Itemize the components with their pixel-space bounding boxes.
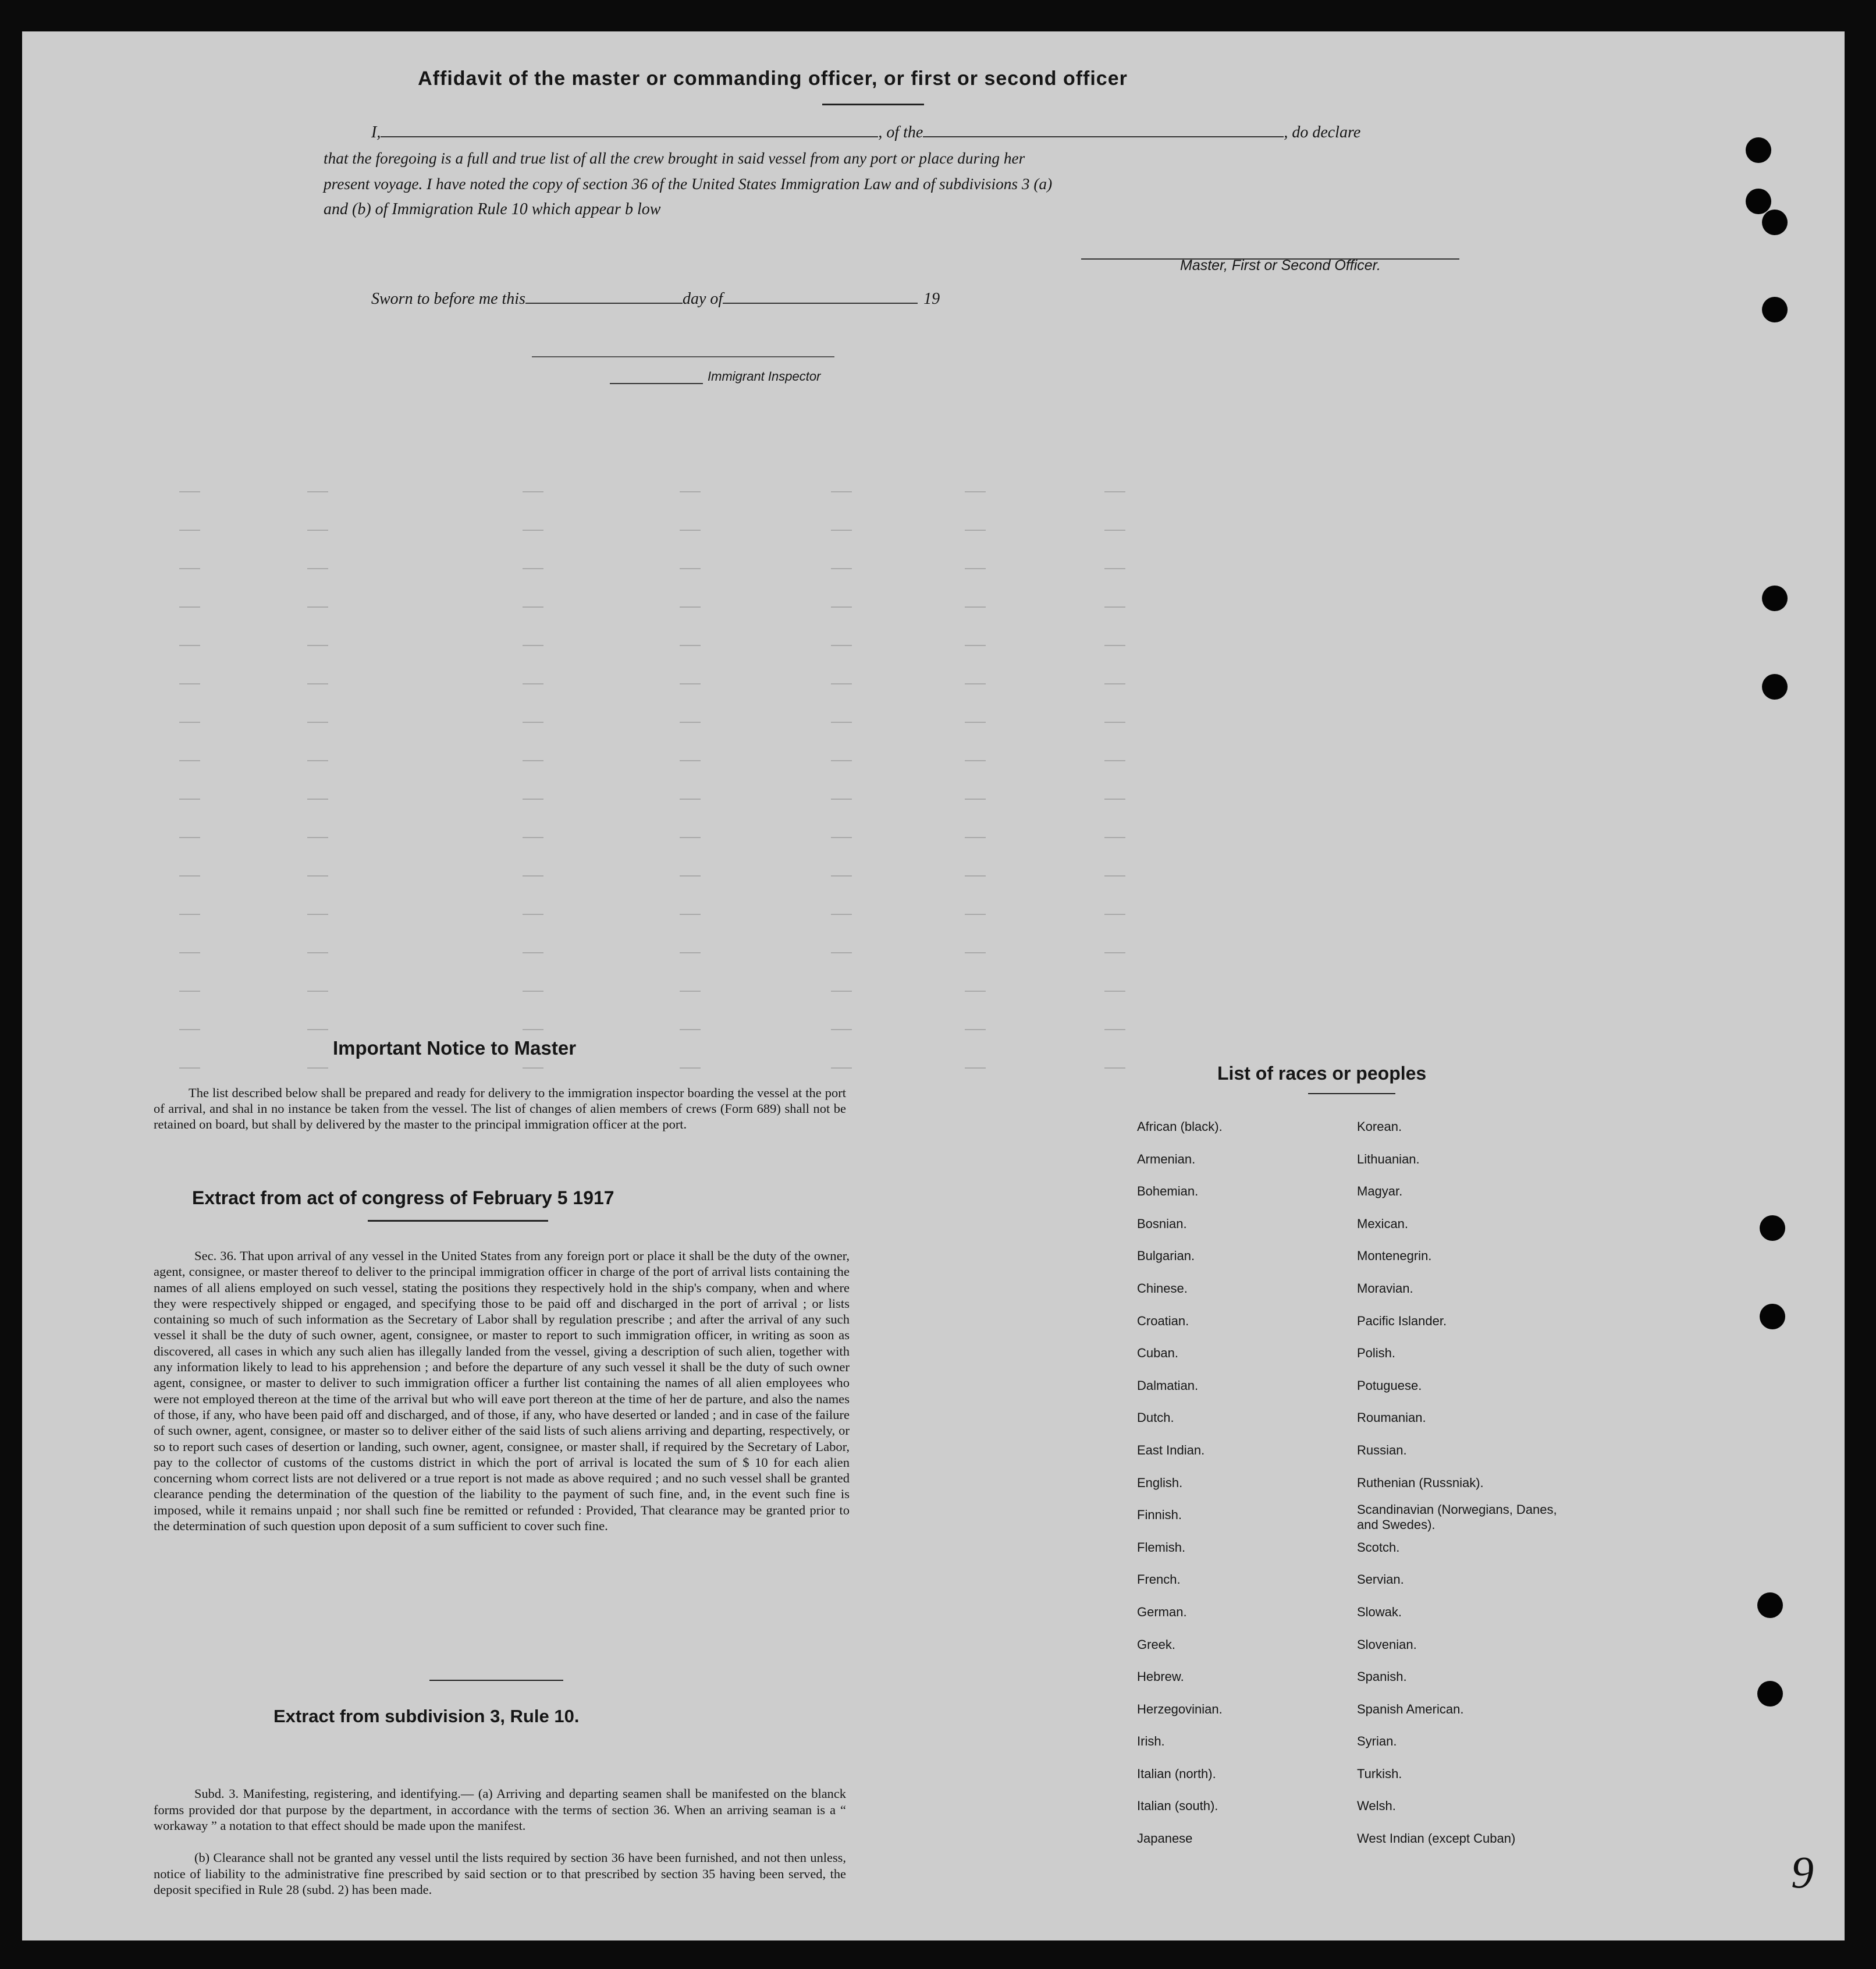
bleed-through-mark xyxy=(680,530,701,531)
bleed-through-mark xyxy=(680,1067,701,1069)
race-item: East Indian. xyxy=(1137,1442,1205,1457)
punch-hole xyxy=(1762,297,1788,322)
race-item: Cuban. xyxy=(1137,1346,1178,1361)
notice-text: The list described below shall be prepared and ready for delivery to the immigration inspector boarding the vessel at the port of arrival, and shal in no instance be taken from the vessel. The list of changes of alien members of crews (Form 689) shall not be retained on board, but shall by delivered by the master to the principal immigration officer at the port. xyxy=(154,1085,846,1131)
race-item: Moravian. xyxy=(1357,1280,1413,1296)
bleed-through-mark xyxy=(179,952,200,953)
race-item: French. xyxy=(1137,1572,1181,1587)
bleed-through-mark xyxy=(831,799,852,800)
bleed-through-mark xyxy=(307,491,328,492)
bleed-through-mark xyxy=(179,1067,200,1069)
bleed-through-mark xyxy=(179,760,200,761)
bleed-through-mark xyxy=(680,568,701,569)
race-item: Hebrew. xyxy=(1137,1669,1184,1684)
race-item: Bulgarian. xyxy=(1137,1248,1195,1264)
race-item: Korean. xyxy=(1357,1119,1402,1134)
bleed-through-mark xyxy=(523,837,543,838)
bleed-through-mark xyxy=(1104,645,1125,646)
races-right-column xyxy=(1357,1111,1566,1855)
bleed-through-mark xyxy=(1104,530,1125,531)
bleed-through-mark xyxy=(523,568,543,569)
race-item: Chinese. xyxy=(1137,1280,1188,1296)
day-blank[interactable] xyxy=(525,303,683,304)
title-underline xyxy=(822,104,924,105)
i-label: I, xyxy=(371,123,381,141)
bleed-through-mark xyxy=(831,914,852,915)
bleed-through-mark xyxy=(307,606,328,608)
bleed-through-mark xyxy=(307,837,328,838)
bleed-through-mark xyxy=(1104,568,1125,569)
bleed-through-mark xyxy=(179,1029,200,1030)
bleed-through-mark xyxy=(523,799,543,800)
bleed-through-mark xyxy=(307,568,328,569)
bleed-through-mark xyxy=(307,760,328,761)
punch-hole xyxy=(1746,137,1771,163)
bleed-through-mark xyxy=(179,991,200,992)
race-item: Magyar. xyxy=(1357,1184,1403,1199)
bleed-through-mark xyxy=(831,683,852,684)
race-item: Dalmatian. xyxy=(1137,1378,1199,1393)
bleed-through-mark xyxy=(523,683,543,684)
bleed-through-mark xyxy=(680,799,701,800)
bleed-through-mark xyxy=(523,952,543,953)
race-item: Spanish. xyxy=(1357,1669,1407,1684)
race-item: Japanese xyxy=(1137,1831,1193,1846)
bleed-through-mark xyxy=(179,568,200,569)
bleed-through-mark xyxy=(179,799,200,800)
bleed-through-mark xyxy=(523,606,543,608)
punch-hole xyxy=(1746,189,1771,214)
page-mark: 9 xyxy=(1791,1847,1814,1897)
extract-rule-title: Extract from subdivision 3, Rule 10. xyxy=(273,1706,580,1726)
race-item: Dutch. xyxy=(1137,1410,1174,1425)
race-item: Bosnian. xyxy=(1137,1216,1187,1231)
races-title: List of races or peoples xyxy=(1217,1063,1427,1084)
bleed-through-mark xyxy=(179,606,200,608)
bleed-through-mark xyxy=(831,991,852,992)
bleed-through-mark xyxy=(965,799,986,800)
bleed-through-mark xyxy=(680,645,701,646)
punch-hole xyxy=(1757,1592,1783,1618)
bleed-through-mark xyxy=(680,914,701,915)
bleed-through-mark xyxy=(307,799,328,800)
bleed-through-mark xyxy=(1104,914,1125,915)
bleed-through-mark xyxy=(523,530,543,531)
bleed-through-mark xyxy=(179,645,200,646)
bleed-through-mark xyxy=(831,875,852,877)
notice-title: Important Notice to Master xyxy=(333,1037,577,1059)
bleed-through-mark xyxy=(965,837,986,838)
sworn-label: Sworn to before me this xyxy=(371,290,525,308)
race-item: Scotch. xyxy=(1357,1539,1400,1555)
bleed-through-mark xyxy=(965,568,986,569)
punch-hole xyxy=(1762,210,1788,235)
bleed-through-mark xyxy=(965,530,986,531)
bleed-through-mark xyxy=(965,760,986,761)
race-item: Scandinavian (Norwegians, Danes, and Swedes). xyxy=(1357,1502,1557,1532)
bleed-through-mark xyxy=(523,645,543,646)
vessel-blank[interactable] xyxy=(923,136,1284,137)
bleed-through-mark xyxy=(831,722,852,723)
punch-hole xyxy=(1762,586,1788,611)
inspector-signature-line xyxy=(532,356,834,357)
bleed-through-mark xyxy=(965,952,986,953)
bleed-through-mark xyxy=(680,606,701,608)
bleed-through-mark xyxy=(680,952,701,953)
affidavit-line-3: present voyage. I have noted the copy of section 36 of the United States Immigration Law and of subdivisions 3 (a) xyxy=(324,175,1053,193)
bleed-through-mark xyxy=(523,875,543,877)
bleed-through-mark xyxy=(680,875,701,877)
bleed-through-mark xyxy=(179,837,200,838)
affidavit-line-2: that the foregoing is a full and true list of all the crew brought in said vessel from any port or place during her xyxy=(324,150,1025,167)
punch-hole xyxy=(1760,1304,1785,1329)
race-item: Ruthenian (Russniak). xyxy=(1357,1475,1484,1490)
bleed-through-mark xyxy=(831,760,852,761)
race-item: Slovenian. xyxy=(1357,1637,1417,1652)
affidavit-title: Affidavit of the master or commanding officer, or first or second officer xyxy=(418,68,1128,90)
bleed-through-mark xyxy=(831,645,852,646)
bleed-through-mark xyxy=(1104,799,1125,800)
race-item: Bohemian. xyxy=(1137,1184,1199,1199)
bleed-through-mark xyxy=(965,1029,986,1030)
bleed-through-mark xyxy=(831,837,852,838)
race-item: Lithuanian. xyxy=(1357,1151,1420,1166)
do-declare-label: , do declare xyxy=(1284,123,1361,141)
race-item: Potuguese. xyxy=(1357,1378,1422,1393)
bleed-through-mark xyxy=(1104,1067,1125,1069)
race-item: Polish. xyxy=(1357,1346,1396,1361)
of-the-label: , of the xyxy=(878,123,923,141)
punch-hole xyxy=(1757,1681,1783,1707)
race-item: Welsh. xyxy=(1357,1798,1396,1814)
year-label: 19 xyxy=(923,290,940,308)
race-item: Irish. xyxy=(1137,1734,1165,1749)
extract-act-underline xyxy=(368,1220,548,1222)
bleed-through-mark xyxy=(523,914,543,915)
bleed-through-mark xyxy=(680,722,701,723)
bleed-through-mark xyxy=(1104,991,1125,992)
bleed-through-mark xyxy=(965,606,986,608)
bleed-through-mark xyxy=(523,991,543,992)
bleed-through-mark xyxy=(179,530,200,531)
bleed-through-mark xyxy=(831,952,852,953)
race-item: Flemish. xyxy=(1137,1539,1186,1555)
inspector-label: Immigrant Inspector xyxy=(708,369,821,384)
bleed-through-mark xyxy=(965,491,986,492)
race-item: German. xyxy=(1137,1604,1187,1619)
bleed-through-mark xyxy=(680,491,701,492)
extract-act-end-rule xyxy=(429,1680,563,1681)
bleed-through-mark xyxy=(523,760,543,761)
bleed-through-mark xyxy=(523,491,543,492)
bleed-through-mark xyxy=(307,1029,328,1030)
extract-rule-text-b: (b) Clearance shall not be granted any vessel until the lists required by section 36 have been furnished, and not then unless, notice of liability to the administrative fine prescribed by said section or to that prescribed by section 35 having been served, the deposit specified in Rule 28 (subd. 2) has been made. xyxy=(154,1850,846,1897)
race-item: Finnish. xyxy=(1137,1507,1182,1523)
affidavit-line-1 xyxy=(371,120,1465,146)
bleed-through-mark xyxy=(965,914,986,915)
bleed-through-mark xyxy=(1104,837,1125,838)
bleed-through-mark xyxy=(1104,722,1125,723)
bleed-through-mark xyxy=(307,1067,328,1069)
bleed-through-mark xyxy=(1104,760,1125,761)
bleed-through-mark xyxy=(831,606,852,608)
race-item: Turkish. xyxy=(1357,1766,1402,1781)
bleed-through-mark xyxy=(965,1067,986,1069)
race-item: Servian. xyxy=(1357,1572,1404,1587)
race-item: Armenian. xyxy=(1137,1151,1196,1166)
bleed-through-mark xyxy=(965,875,986,877)
bleed-through-mark xyxy=(1104,683,1125,684)
race-item: Syrian. xyxy=(1357,1734,1397,1749)
bleed-through-mark xyxy=(523,722,543,723)
bleed-through-mark xyxy=(307,683,328,684)
punch-hole xyxy=(1760,1215,1785,1241)
signature-label: Master, First or Second Officer. xyxy=(1180,257,1381,274)
bleed-through-mark xyxy=(1104,875,1125,877)
bleed-through-mark xyxy=(307,875,328,877)
sworn-line xyxy=(371,286,940,312)
bleed-through-mark xyxy=(307,914,328,915)
bleed-through-mark xyxy=(965,645,986,646)
bleed-through-mark xyxy=(307,991,328,992)
bleed-through-mark xyxy=(680,760,701,761)
bleed-through-mark xyxy=(965,683,986,684)
bleed-through-mark xyxy=(179,875,200,877)
bleed-through-mark xyxy=(307,645,328,646)
bleed-through-mark xyxy=(179,722,200,723)
extract-rule-text-a: Subd. 3. Manifesting, registering, and identifying.— (a) Arriving and departing seamen shall be manifested on the blanck forms provided dor that purpose by the department, in accordance with the terms of section 36. When an arriving seaman is a “ workaway ” a notation to that effect should be made upon the manifest. xyxy=(154,1786,846,1833)
name-blank[interactable] xyxy=(381,136,878,137)
races-left-column xyxy=(1137,1111,1312,1855)
race-item: African (black). xyxy=(1137,1119,1223,1134)
race-item: English. xyxy=(1137,1475,1183,1490)
bleed-through-mark xyxy=(831,530,852,531)
bleed-through-mark xyxy=(523,1029,543,1030)
bleed-through-mark xyxy=(179,914,200,915)
bleed-through-mark xyxy=(179,491,200,492)
race-item: Spanish American. xyxy=(1357,1701,1464,1716)
bleed-through-mark xyxy=(965,722,986,723)
race-item: Italian (south). xyxy=(1137,1798,1218,1814)
month-blank[interactable] xyxy=(723,303,918,304)
race-item: Italian (north). xyxy=(1137,1766,1216,1781)
race-item: Herzegovinian. xyxy=(1137,1701,1223,1716)
bleed-through-mark xyxy=(1104,491,1125,492)
bleed-through-mark xyxy=(680,1029,701,1030)
race-item: Roumanian. xyxy=(1357,1410,1426,1425)
race-item: Pacific Islander. xyxy=(1357,1313,1447,1328)
bleed-through-mark xyxy=(307,530,328,531)
races-title-underline xyxy=(1308,1093,1395,1094)
race-item: Croatian. xyxy=(1137,1313,1189,1328)
race-item: Slowak. xyxy=(1357,1604,1402,1619)
race-item: Mexican. xyxy=(1357,1216,1409,1231)
bleed-through-mark xyxy=(179,683,200,684)
day-of-label: day of xyxy=(682,290,723,308)
affidavit-line-4: and (b) of Immigration Rule 10 which appear b low xyxy=(324,200,661,218)
race-item: West Indian (except Cuban) xyxy=(1357,1831,1516,1846)
extract-act-text: Sec. 36. That upon arrival of any vessel in the United States from any foreign port or place it shall be the duty of the owner, agent, consignee, or master thereof to deliver to the principal immigration officer in charge of the port of arrival lists containing the names of all aliens employed on such vessel, stating the positions they respectively hold in the ship's company, when and where they were respectively shipped or engaged, and specifying those to be paid off and discharged in the port of arrival ; or lists containing so much of such information as the Secretary of Labor shall by regulation prescribe ; and after the arrival of any such vessel it shall be the duty of such owner, agent, consignee, or master to report to such immigration officer, in writing as soon as discovered, all cases in which any such alien has illegally landed from the vessel, giving a description of such alien, together with any information likely to lead to his apprehension ; and before the departure of any such vessel it shall be the duty of such owner agent, consignee, or master to deliver to such immigration officer a further list containing the names of all alien employees who were not employed thereon at the time of the arrival but who will eave port thereon at the time of her de parture, and also the names of those, if any, who have been paid off and discharged, and of those, if any, who have deserted or landed ; and in case of the failure of such owner, agent, consignee, or master so to deliver either of the said lists of such aliens arriving and departing, respectively, or so to report such cases of desertion or landing, such owner, agent, consignee, or master shall, if required by the Secretary of Labor, pay to the collector of customs of the customs district in which the port of arrival is located the sum of $ 10 for each alien concerning whom correct lists are not delivered or a true report is not made as above required ; and no such vessel shall be granted clearance pending the determination of the question of the liability to the payment of such fine, and, in the event such fine is imposed, while it remains unpaid ; nor shall such fine be remitted or refunded : Provided, That clearance may be granted prior to the determination of such question upon deposit of a sum sufficient to cover such fine. xyxy=(154,1248,850,1534)
inspector-short-line xyxy=(610,383,703,384)
bleed-through-mark xyxy=(831,1029,852,1030)
bleed-through-mark xyxy=(831,1067,852,1069)
race-item: Montenegrin. xyxy=(1357,1248,1432,1264)
punch-hole xyxy=(1762,674,1788,700)
bleed-through-mark xyxy=(680,837,701,838)
bleed-through-mark xyxy=(307,952,328,953)
bleed-through-mark xyxy=(831,491,852,492)
bleed-through-mark xyxy=(831,568,852,569)
document-page xyxy=(22,31,1845,1940)
bleed-through-mark xyxy=(965,991,986,992)
extract-act-title: Extract from act of congress of February 5 1917 xyxy=(192,1187,614,1208)
bleed-through-mark xyxy=(1104,606,1125,608)
race-item: Russian. xyxy=(1357,1442,1407,1457)
bleed-through-mark xyxy=(1104,952,1125,953)
bleed-through-mark xyxy=(680,991,701,992)
bleed-through-mark xyxy=(523,1067,543,1069)
bleed-through-mark xyxy=(680,683,701,684)
race-item: Greek. xyxy=(1137,1637,1176,1652)
bleed-through-mark xyxy=(1104,1029,1125,1030)
bleed-through-mark xyxy=(307,722,328,723)
